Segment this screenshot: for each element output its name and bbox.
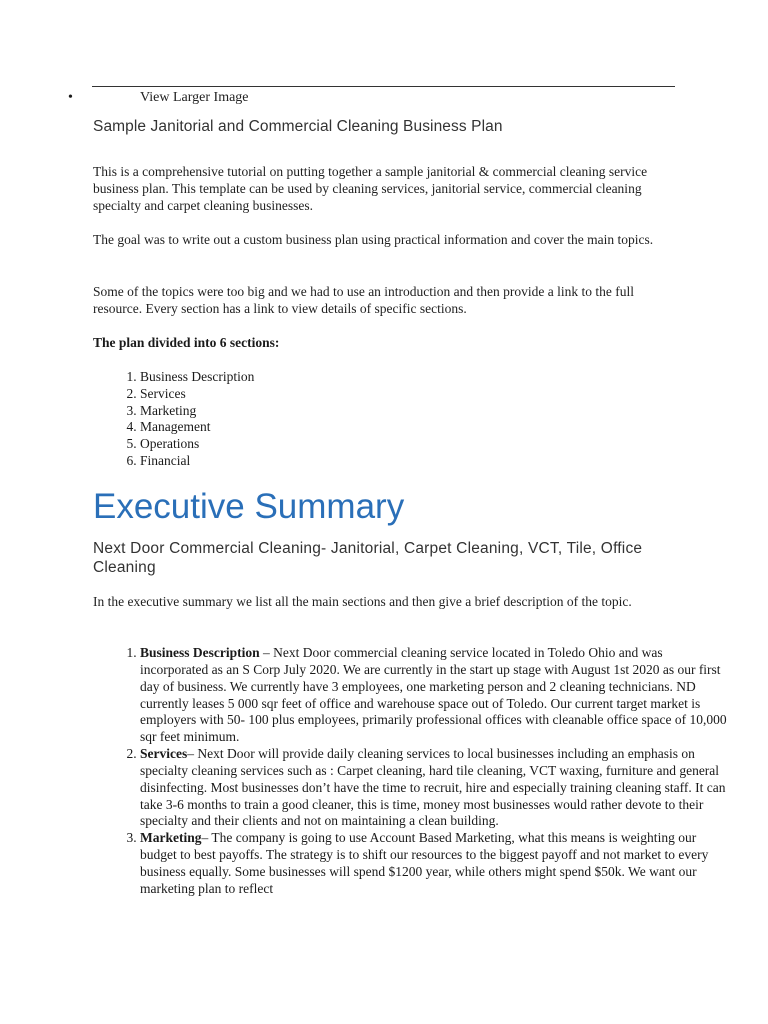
- list-bullet: •: [68, 90, 73, 105]
- summary-item-text: Next Door commercial cleaning service located in Toledo Ohio and was incorporated as an S Corp July 2020. We are currently in the start up stage with August 1st 2020 as our first day of business. We currently have 3 employees, one marketing person and 2 cleaning technicians. ND currently leases 5 000 sqr feet of office and warehouse space out of Toledo. Our current target market is employers with 50- 100 plus employees, primarily professional offices with cleanable office space of 10,000 sqr feet minimum.: [140, 645, 727, 745]
- image-link-row: [68, 86, 676, 110]
- horizontal-rule: [92, 86, 675, 87]
- list-item: 3. Marketing: [140, 403, 254, 420]
- summary-item-text: The company is going to use Account Based Marketing, what this means is weighting our budget to best payoffs. The strategy is to shift our resources to the biggest payoff and not market to every business equally. Some businesses will spend $1200 year, while others might spend $50k. We want our marketing plan to reflect: [140, 830, 709, 896]
- list-item: 1. Business Description: [140, 369, 254, 386]
- plan-subtitle: Sample Janitorial and Commercial Cleaning Business Plan: [93, 118, 503, 135]
- intro-paragraph-1: This is a comprehensive tutorial on putting together a sample janitorial & commercial cleaning service business plan. This template can be used by cleaning services, janitorial service, commercial cleaning specialty and carpet cleaning businesses.: [93, 164, 648, 213]
- executive-summary-subheading: Next Door Commercial Cleaning- Janitorial, Carpet Cleaning, VCT, Tile, Office Cleaning: [93, 540, 643, 576]
- summary-item-separator: –: [259, 645, 274, 660]
- summary-item-label: Marketing: [140, 830, 202, 846]
- executive-summary-heading: Executive Summary: [93, 487, 405, 526]
- intro-paragraph-3: Some of the topics were too big and we had to use an introduction and then provide a link to the full resource. Every section has a link to view details of specific sections.: [93, 284, 635, 316]
- executive-summary-intro: In the executive summary we list all the main sections and then give a brief description of the topic.: [93, 594, 632, 609]
- list-item: 5. Operations: [140, 436, 254, 453]
- summary-item-text: Next Door will provide daily cleaning services to local businesses including an emphasis on specialty cleaning services such as : Carpet cleaning, hard tile cleaning, VCT waxing, furniture and general disinfecting. Most businesses don’t have the time to recruit, hire and especially training cleaning staff. It can take 3-6 months to train a good cleaner, this is time, money most businesses would rather devote to their specialty and their clients and not on maintaining a clean building.: [140, 746, 726, 829]
- summary-list: [93, 645, 728, 898]
- summary-item-marketing: [140, 830, 728, 897]
- summary-item-label: Services: [140, 746, 188, 762]
- list-item: 6. Financial: [140, 453, 254, 470]
- summary-item-business-description: [140, 645, 728, 746]
- list-item: 2. Services: [140, 386, 254, 403]
- intro-paragraph-2: The goal was to write out a custom business plan using practical information and cover the main topics.: [93, 232, 654, 247]
- sections-list: [93, 369, 254, 470]
- summary-item-label: Business Description: [140, 645, 260, 660]
- view-larger-image-link[interactable]: View Larger Image: [140, 90, 249, 105]
- summary-item-services: [140, 746, 728, 830]
- sections-label: The plan divided into 6 sections:: [93, 335, 280, 350]
- summary-item-separator: –: [187, 746, 198, 762]
- list-item: 4. Management: [140, 419, 254, 436]
- summary-item-separator: –: [201, 830, 212, 846]
